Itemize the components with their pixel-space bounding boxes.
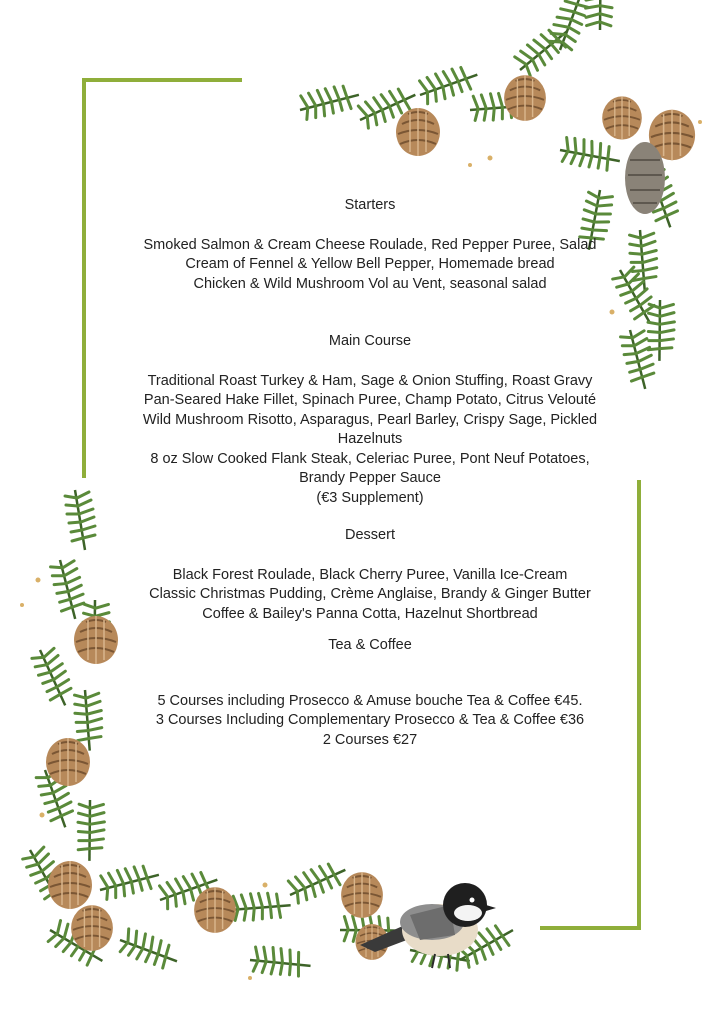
menu-item: Smoked Salmon & Cream Cheese Roulade, Red Pepper Puree, Salad	[143, 236, 597, 253]
section-main-course	[110, 332, 630, 508]
section-items	[110, 236, 630, 295]
menu-item: Coffee & Bailey's Panna Cotta, Hazelnut Shortbread	[202, 605, 538, 622]
section-tea-coffee	[110, 636, 630, 656]
pinecone-icon	[602, 96, 642, 139]
pinecone-icon	[504, 75, 546, 121]
section-heading: Main Course	[328, 333, 412, 349]
pricing-line: 5 Courses including Prosecco & Amuse bouche Tea & Coffee €45.	[157, 692, 583, 709]
menu-item: Traditional Roast Turkey & Ham, Sage & Onion Stuffing, Roast Gravy	[147, 372, 593, 389]
menu-item: Black Forest Roulade, Black Cherry Puree, Vanilla Ice-Cream	[172, 566, 568, 583]
pinecone-icon	[71, 905, 113, 951]
pricing-line: 3 Courses Including Complementary Prosecco & Tea & Coffee €36	[155, 712, 585, 728]
section-heading: Tea & Coffee	[328, 637, 412, 653]
section-heading: Dessert	[345, 527, 395, 543]
pinecone-icon	[341, 872, 383, 918]
section-starters	[110, 196, 630, 294]
menu-item: 8 oz Slow Cooked Flank Steak, Celeriac Puree, Pont Neuf Potatoes, Brandy Pepper Sauce	[150, 450, 590, 486]
section-items	[110, 566, 630, 625]
menu-item: (€3 Supplement)	[316, 489, 424, 506]
pinecone-icon	[46, 738, 90, 786]
pricing-line: 2 Courses €27	[322, 731, 418, 748]
menu-item: Cream of Fennel & Yellow Bell Pepper, Homemade bread	[185, 256, 555, 272]
section-items	[110, 372, 630, 509]
menu-item: Classic Christmas Pudding, Crème Anglaise, Brandy & Ginger Butter	[149, 586, 591, 602]
pinecone-icon	[194, 887, 236, 933]
section-dessert	[110, 526, 630, 624]
pinecone-icon	[48, 861, 92, 909]
menu-item: Wild Mushroom Risotto, Asparagus, Pearl Barley, Crispy Sage, Pickled Hazelnuts	[142, 411, 598, 447]
section-heading: Starters	[344, 197, 396, 213]
menu-content	[110, 196, 630, 750]
pinecone-icon	[396, 108, 440, 156]
menu-item: Pan-Seared Hake Fillet, Spinach Puree, Champ Potato, Citrus Velouté	[143, 392, 597, 408]
pricing	[110, 692, 630, 751]
menu-item: Chicken & Wild Mushroom Vol au Vent, seasonal salad	[193, 275, 547, 292]
